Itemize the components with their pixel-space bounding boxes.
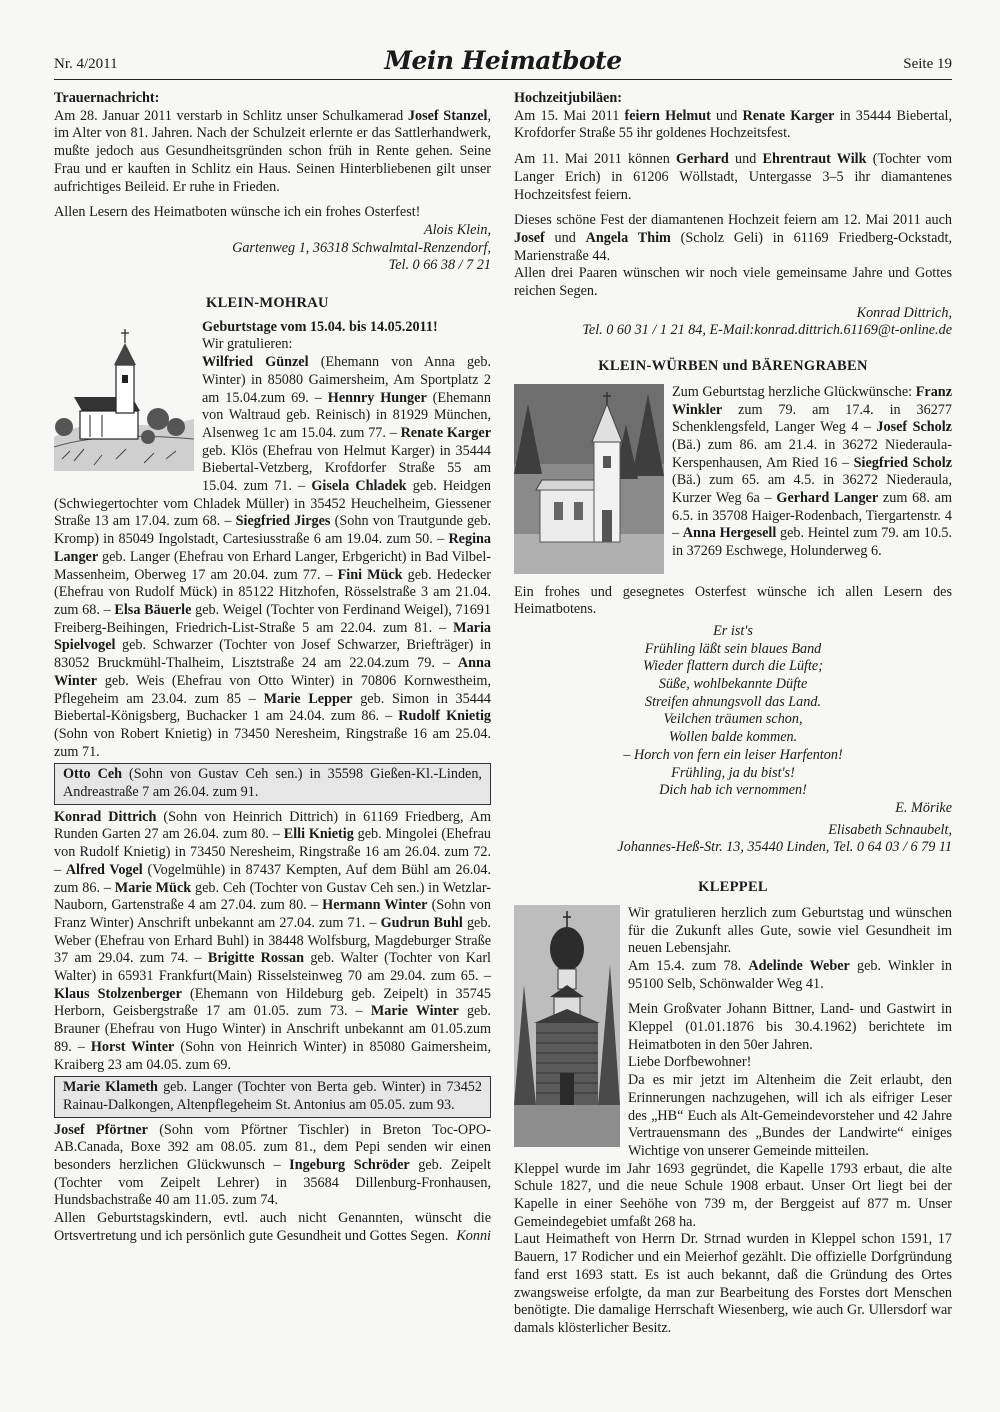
anniversary-wilk: Am 11. Mai 2011 können Gerhard und Ehrentraut Wilk (Tochter vom Langer Erich) in 61206 Wöllstadt, Untergasse 3–5 ihr diamantenes Hochzeitsfest feiern. — [514, 151, 953, 203]
klein-mohrau-section — [54, 295, 491, 1246]
issue-number: Nr. 4/2011 — [54, 56, 118, 72]
signature-name: Konrad Dittrich, — [856, 304, 952, 321]
obituary-section — [54, 90, 491, 275]
easter-greeting: Allen Lesern des Heimatboten wünsche ich ein frohes Osterfest! — [54, 204, 421, 221]
poem-line: Süße, wohlbekannte Düfte — [658, 676, 808, 693]
person-name: Siegfried Scholz — [853, 454, 952, 471]
birthday-list-3: Josef Pförtner (Sohn vom Pförtner Tischler) in Breton Toc-OPO-AB.Canada, Boxe 392 am 08.05. zum 81., dem Pepi senden wir einen besonders herzlichen Glückwunsch – Ingeburg Schröder geb. Zeipelt (Tochter vom Zeipelt Lehrer) in 35684 Dillenburg-Fronhausen, Hundsbachstraße 40 am 11.05. zum 74. — [54, 1121, 491, 1209]
person-name: Hennry Hunger — [327, 389, 427, 406]
person-name: Alfred Vogel — [65, 861, 143, 878]
person-name: Marie Winter — [370, 1003, 459, 1020]
anniversary-wishes: Allen drei Paaren wünschen wir noch viele gemeinsame Jahre und Gottes reichen Segen. — [514, 265, 952, 300]
page-header — [54, 46, 952, 76]
masthead-title: Mein Heimatbote — [384, 46, 622, 75]
person-name: Josef Scholz — [876, 419, 952, 436]
person-name: Gerhard Langer — [776, 490, 879, 507]
anniversary-section — [514, 90, 952, 340]
signature-name: Elisabeth Schnaubelt, — [828, 821, 952, 838]
poem — [514, 623, 952, 800]
person-name: Ingeburg Schröder — [289, 1157, 410, 1174]
person-name: Marie Lepper — [263, 690, 353, 707]
birthday-list-2: Konrad Dittrich (Sohn von Heinrich Dittrich) in 61169 Friedberg, Am Runden Garten 27 am 26.04. zum 80. – Elli Knietig geb. Mingolei (Ehefrau von Rudolf Knietig) in 73450 Neresheim, Ringstraße 16 am 26.04. zum 72. – Alfred Vogel (Vogelmühle) in 87437 Kempten, Auf dem Bühl am 26.04. zum 86. – Marie Mück geb. Ceh (Tochter von Gustav Ceh sen.) in Wetzlar-Nauborn, Gartenstraße 4 am 27.04. zum 80. – Hermann Winter (Sohn von Franz Winter) Anschrift unbekannt am 27.04. zum 71. – Gudrun Buhl geb. Weber (Ehefrau von Erhard Buhl) in 38448 Wolfsburg, Magdeburger Straße 37 am 29.04. zum 74. – Brigitte Rossan geb. Walter (Tochter von Karl Walter) in 65931 Frankfurt(Main) Risselsteinweg 70 am 29.04. zum 65. – Klaus Stolzenberger (Ehemann von Hildeburg geb. Zeipelt) in 35745 Herborn, Geisbergstraße 17 am 01.05. zum 73. – Marie Winter geb. Brauner (Ehefrau von Hugo Winter) in Anschrift unbekannt am 01.05.zum 89. – Horst Winter (Sohn von Heinrich Winter) in 85080 Gaimersheim, Kraiberg 23 am 04.05. zum 69. — [54, 808, 491, 1073]
poem-line: Er ist's — [713, 622, 753, 639]
signature-contact: Tel. 0 60 31 / 1 21 84, E-Mail:konrad.dittrich.61169@t-online.de — [582, 322, 952, 339]
kleppel-congrats: Wir gratulieren herzlich zum Geburtstag und wünschen für die Zukunft alles Gute, sowie viel Gesundheit im neuen Lebensjahr. — [628, 904, 952, 957]
kw-birthday-list: Zum Geburtstag herzliche Glückwünsche: Franz Winkler zum 79. am 17.4. in 36277 Schenklengsfeld, Langer Weg 4 – Josef Scholz (Bä.) zum 86. am 21.4. in 36272 Niederaula-Kerspenhausen, Am Ried 16 – Siegfried Scholz (Bä.) zum 65. am 4.5. in 36272 Niederaula, Kurzer Weg 6a – Gerhard Langer zum 68. am 6.5. in 35708 Haiger-Rodenbach, Tiergartenstr. 4 – Anna Hergesell geb. Heintel zum 79. am 10.5. in 37269 Eschwege, Holunderweg 6. — [672, 383, 953, 560]
right-column — [514, 90, 952, 1338]
person-name: Horst Winter — [90, 1038, 175, 1055]
obituary-text: Am 28. Januar 2011 verstarb in Schlitz unser Schulkamerad Josef Stanzel, im Alter von 81. Jahren. Nach der Schulzeit erlernte er das Sattlerhandwerk, mußte jedoch aus Gesundheitsgründen schon früh in Rente gehen. Seine Frau und er kauften in Schlitz ein Haus. Seinen Hinterbliebenen gilt unser aufrichtiges Beileid. Er ruhe in Frieden. — [54, 107, 491, 195]
signature-address: Johannes-Heß-Str. 13, 35440 Linden, Tel. 0 64 03 / 6 79 11 — [617, 839, 952, 856]
poem-line: – Horch von fern ein leiser Harfenton! — [623, 746, 843, 763]
klein-mohrau-title: KLEIN-MOHRAU — [206, 295, 329, 312]
church-sketch-image — [54, 319, 194, 477]
deceased-name: Josef Stanzel — [407, 107, 488, 124]
person-name: Renate Karger — [400, 424, 491, 441]
kleppel-salutation: Liebe Dorfbewohner! — [628, 1054, 752, 1071]
person-name: Franz Winkler — [672, 383, 952, 418]
person-name: Anna Hergesell — [682, 525, 777, 542]
poem-line: Wollen balde kommen. — [668, 729, 798, 746]
person-name: Gisela Chladek — [311, 478, 407, 495]
closing-signature: Konni — [456, 1227, 491, 1244]
poem-line: Wieder flattern durch die Lüfte; — [643, 658, 823, 675]
page-number: Seite 19 — [903, 56, 952, 72]
person-name: Josef Pförtner — [54, 1121, 148, 1138]
obituary-title: Trauernachricht: — [54, 90, 160, 106]
person-name: Otto Ceh — [63, 766, 123, 783]
birthday-range: Geburtstage vom 15.04. bis 14.05.2011! — [202, 318, 438, 335]
poem-line: Frühling, ja du bist's! — [671, 764, 795, 781]
kleppel-memoir-intro: Da es mir jetzt im Altenheim die Zeit erlaubt, den Erinnerungen nachzugehen, will ich als eifriger Leser des „HB“ Euch als Alt-Gemeindevorsteher und 42 Jahre Vertrauensmann des „Bundes der Landwirte“ einiges Wichtige von unserer Gemeinde mitteilen. — [628, 1072, 952, 1159]
person-name: Fini Mück — [337, 566, 403, 583]
anniversary-karger: Am 15. Mai 2011 feiern Helmut und Renate Karger in 35444 Biebertal, Krofdorfer Straße 55 ihr goldenes Hochzeitsfest. — [514, 107, 953, 142]
poem-line: Dich hab ich vernommen! — [659, 782, 807, 799]
poem-line: Streifen ahnungsvoll das Land. — [644, 693, 822, 710]
birthday-list-1: Wilfried Günzel (Ehemann von Anna geb. Winter) in 85080 Gaimersheim, Am Sportplatz 2 am 15.04.zum 69. – Hennry Hunger (Ehemann von Waltraud geb. Reinisch) in 81929 München, Alsenweg 1c am 15.04. zum 77. – Renate Karger geb. Klös (Ehefrau von Helmut Karger) in 35444 Biebertal-Vetzberg, Krofdorfer Straße 55 am 15.04. zum 71. – Gisela Chladek geb. Heidgen (Schwiegertochter vom Chladek Müller) in 35452 Heuchelheim, Giessener Straße 13 am 17.04. zum 68. – Siegfried Jirges (Sohn von Trautgunde geb. Kromp) in 85049 Ingolstadt, Cartesiusstraße 6 am 19.04. zum 50. – Regina Langer geb. Langer (Ehefrau von Erhard Langer, Erbgericht) in Bad Vilbel-Massenheim, Oberweg 17 am 20.04. zum 77. – Fini Mück geb. Hedecker (Ehefrau von Rudolf Mück) in 85122 Hitzhofen, Rösselstraße 3 am 21.04. zum 68. – Elsa Bäuerle geb. Weigel (Tochter von Ferdinand Weigel), 71691 Freiberg-Beihingen, Friedrich-List-Straße 5 am 22.04. zum 81. – Maria Spielvogel geb. Schwarzer (Tochter von Josef Schwarzer, Briefträger) in 83052 Bruckmühl-Thalheim, Lisztstraße 24 am 22.04.zum 79. – Anna Winter geb. Weis (Ehefrau von Otto Winter) in 70806 Kornwestheim, Pflegeheim am 23.04. zum 85 – Marie Lepper geb. Simon in 35444 Biebertal-Königsberg, Buchacker 1 am 24.04. zum 86. – Rudolf Knietig (Sohn von Robert Knietig) in 73450 Neresheim, Ringstraße 16 am 25.04. zum 71. — [54, 354, 492, 760]
signature-phone: Tel. 0 66 38 / 7 21 — [388, 257, 491, 274]
person-name: Wilfried Günzel — [202, 354, 309, 371]
person-name: feiern Helmut — [624, 107, 711, 124]
highlight-text: Otto Ceh (Sohn von Gustav Ceh sen.) in 35598 Gießen-Kl.-Linden, Andreastraße 7 am 26.04. zum 91. — [63, 766, 482, 801]
person-name: Maria Spielvogel — [54, 619, 491, 654]
kleppel-founding: Laut Heimatheft von Herrn Dr. Strnad wurden in Kleppel schon 1591, 17 Bauern, 17 Rodicher und ein Meierhof gezählt. Die offizielle Dorfgründung fand erst 1693 statt. Es ist auch bekannt, daß die Gründung des Ortes zwangsweise erfolgte, da man zur Bearbeitung des Forstes dort Menschen benötigte. Die damalige Herrschaft Wiesenberg, wie auch Gr. Ullersdorf war damals klösterlicher Besitz. — [514, 1231, 952, 1336]
person-name: Konrad Dittrich — [54, 808, 157, 825]
klein-wuerben-section — [514, 358, 952, 857]
highlight-box-marie-klameth — [54, 1076, 491, 1117]
person-name: Anna Winter — [54, 655, 491, 689]
person-name: Elli Knietig — [283, 826, 354, 843]
person-name: Elsa Bäuerle — [114, 601, 192, 618]
person-name: Renate Karger — [742, 107, 835, 124]
closing-wishes: Allen Geburtstagskindern, evtl. auch nicht Genannten, wünscht die Ortsvertretung und ich persönlich gute Gesundheit und Gottes Segen. Konni — [54, 1210, 491, 1244]
person-name: Gudrun Buhl — [380, 914, 463, 931]
left-column — [54, 90, 491, 1246]
person-name: Rudolf Knietig — [398, 708, 491, 725]
signature-address: Gartenweg 1, 36318 Schwalmtal-Renzendorf, — [232, 239, 491, 256]
kw-easter-greeting: Ein frohes und gesegnetes Osterfest wünsche ich allen Lesern des Heimatbotens. — [514, 583, 952, 618]
person-name: Ehrentraut Wilk — [762, 151, 867, 168]
person-name: Klaus Stolzenberger — [54, 985, 182, 1002]
kleppel-grandfather: Mein Großvater Johann Bittner, Land- und Gastwirt in Kleppel (01.01.1876 bis 30.4.1962) berichtete im Heimatboten in den 50er Jahren. — [628, 1001, 952, 1053]
kleppel-birthday: Am 15.4. zum 78. Adelinde Weber geb. Winkler in 95100 Selb, Schönwalder Weg 41. — [628, 957, 952, 992]
signature-name: Alois Klein, — [424, 221, 491, 238]
highlight-box-otto-ceh — [54, 763, 491, 804]
kleppel-history: Kleppel wurde im Jahr 1693 gegründet, die Kapelle 1793 erbaut, die alte Schule 1827, und die neue Schule 1908 erbaut. Unser Ort liegt bei der Kapelle in einer Seehöhe von 739 m, der Berggeist auf 877 m. Unser Gemeindegebiet umfaßt 268 ha. — [514, 1160, 952, 1230]
poem-author: E. Mörike — [895, 799, 952, 816]
poem-line: Frühling läßt sein blaues Band — [644, 640, 822, 657]
person-name: Gerhard — [676, 151, 729, 168]
anniversary-title: Hochzeitjubiläen: — [514, 90, 622, 106]
person-name: Hermann Winter — [322, 897, 428, 914]
person-name: Josef — [514, 229, 545, 246]
anniversary-thim: Dieses schöne Fest der diamantenen Hochzeit feiern am 12. Mai 2011 auch Josef und Angela Thim (Scholz Geli) in 61169 Friedberg-Ockstadt, Marienstraße 44. — [514, 212, 952, 264]
klein-wuerben-title: KLEIN-WÜRBEN und BÄRENGRABEN — [598, 358, 868, 375]
poem-line: Veilchen träumen schon, — [663, 711, 803, 728]
kleppel-title: KLEPPEL — [698, 879, 768, 896]
onion-dome-chapel-photo — [514, 905, 620, 1153]
person-name: Marie Klameth — [63, 1079, 158, 1096]
person-name: Marie Mück — [114, 879, 192, 896]
highlight-text: Marie Klameth geb. Langer (Tochter von Berta geb. Winter) in 73452 Rainau-Dalkongen, Altenpflegeheim St. Antonius am 05.05. zum 93. — [63, 1079, 482, 1113]
person-name: Brigitte Rossan — [207, 950, 305, 967]
person-name: Regina Langer — [54, 531, 491, 565]
congrats-intro: Wir gratulieren: — [202, 336, 293, 353]
chapel-photo — [514, 384, 664, 580]
person-name: Adelinde Weber — [748, 957, 850, 974]
header-rule — [54, 79, 952, 80]
kleppel-section — [514, 879, 952, 1338]
person-name: Angela Thim — [585, 229, 671, 246]
person-name: Siegfried Jirges — [235, 513, 331, 530]
